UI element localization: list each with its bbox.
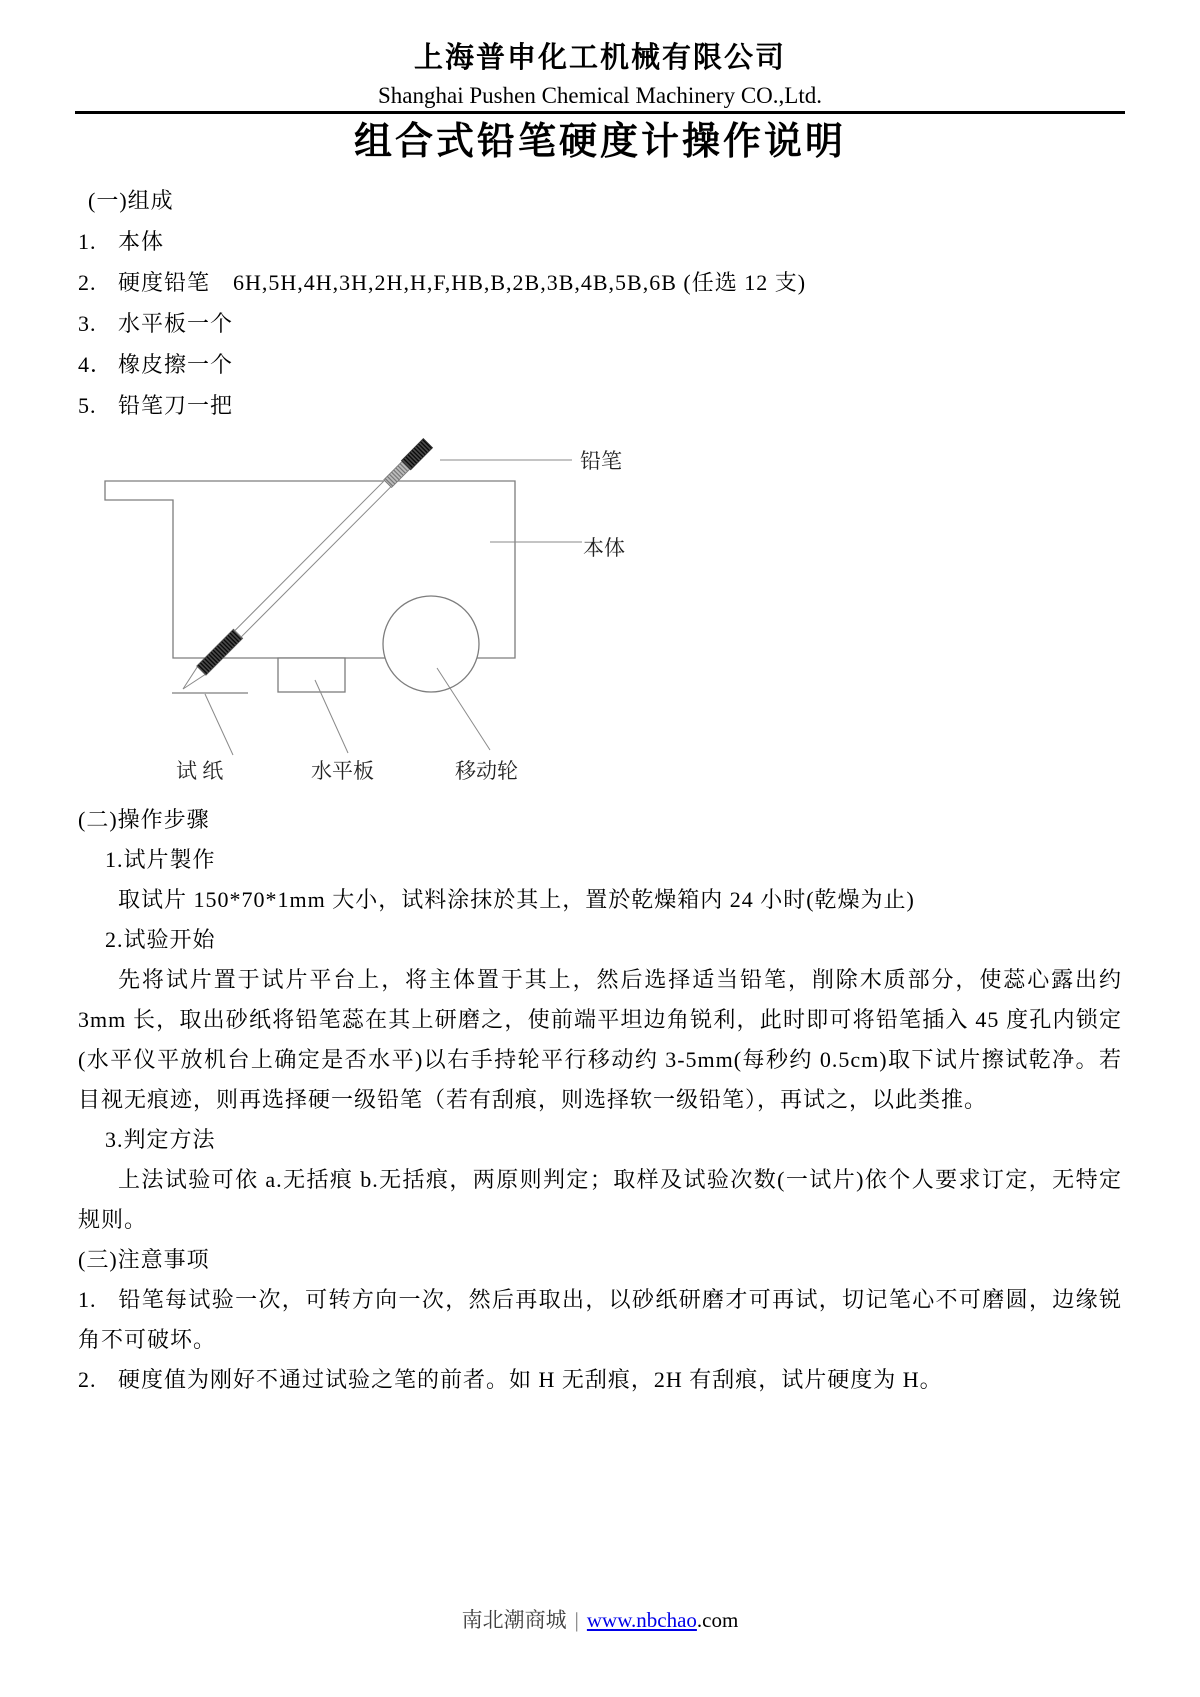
company-name-cn: 上海普申化工机械有限公司 — [413, 42, 786, 74]
list-item — [78, 221, 1122, 262]
sections-operation-and-notes — [78, 800, 1122, 1400]
subsection-title: 3.判定方法 — [105, 1127, 216, 1152]
list-text: 铅笔每试验一次，可转方向一次，然后再取出，以砂纸研磨才可再试，切记笔心不可磨圆，边缘锐角不可破坏。 — [78, 1287, 1122, 1352]
list-number: 1. — [78, 229, 97, 254]
list-text: 硬度值为刚好不通过试验之笔的前者。如 H 无刮痕，2H 有刮痕，试片硬度为 H。 — [118, 1367, 943, 1392]
list-text: 本体 — [118, 229, 165, 254]
footer-link[interactable]: www.nbchao — [586, 1608, 697, 1632]
list-item — [78, 303, 1122, 344]
level-plate-shape — [278, 658, 345, 692]
list-number: 2. — [78, 1367, 97, 1392]
list-item — [78, 344, 1122, 385]
page-footer — [0, 1605, 1200, 1635]
label-pencil: 铅笔 — [580, 449, 622, 473]
list-number: 4． — [78, 352, 114, 377]
note-item — [78, 1280, 1122, 1360]
subsection-title: 1.试片製作 — [105, 847, 216, 872]
leader-test-paper — [205, 694, 233, 755]
subsection-body: 取试片 150*70*1mm 大小，试料涂抹於其上，置於乾燥箱内 24 小时(乾燥为止) — [118, 887, 915, 912]
list-text: 橡皮擦一个 — [118, 352, 234, 377]
subsection-body: 先将试片置于试片平台上，将主体置于其上，然后选择适当铅笔，削除木质部分，使蕊心露出约 3mm 长，取出砂纸将铅笔蕊在其上研磨之，使前端平坦边角锐利，此时即可将铅笔插入 45 度孔内锁定(水平仪平放机台上确定是否水平)以右手持轮平行移动约 3-5mm(每秒约 0.5cm)取下试片擦试乾净。若目视无痕迹，则再选择硬一级铅笔（若有刮痕，则选择软一级铅笔），再试之，以此类推。 — [78, 967, 1122, 1112]
leader-moving-wheel — [437, 668, 490, 750]
list-number: 3. — [78, 311, 97, 336]
subsection-title: 2.试验开始 — [105, 927, 216, 952]
section-composition — [78, 180, 1122, 426]
list-text: 铅笔刀一把 — [118, 393, 234, 418]
list-text: 硬度铅笔 6H,5H,4H,3H,2H,H,F,HB,B,2B,3B,4B,5B,6B (任选 12 支) — [118, 270, 807, 295]
list-number: 1. — [78, 1287, 97, 1312]
header-divider — [75, 111, 1125, 114]
page-title: 组合式铅笔硬度计操作说明 — [353, 121, 846, 163]
label-level-plate: 水平板 — [311, 759, 374, 783]
section-heading: (三)注意事项 — [78, 1247, 210, 1272]
moving-wheel-shape — [383, 596, 479, 692]
list-number: 2. — [78, 270, 97, 295]
section-heading: (二)操作步骤 — [78, 807, 210, 832]
footer-link-suffix: .com — [696, 1608, 739, 1632]
label-test-paper: 试 纸 — [176, 759, 224, 783]
footer-separator: | — [574, 1608, 579, 1632]
device-schematic — [90, 410, 650, 790]
label-moving-wheel: 移动轮 — [455, 759, 518, 783]
list-number: 5. — [78, 393, 97, 418]
footer-site-name: 南北潮商城 — [461, 1608, 567, 1632]
note-item — [78, 1360, 1122, 1400]
list-item — [78, 262, 1122, 303]
list-text: 水平板一个 — [118, 311, 234, 336]
subsection-body: 上法试验可依 a.无括痕 b.无括痕，两原则判定；取样及试验次数(一试片)依个人要求订定，无特定规则。 — [78, 1167, 1122, 1232]
label-body: 本体 — [583, 536, 625, 560]
section-heading: (一)组成 — [88, 188, 174, 213]
company-name-en: Shanghai Pushen Chemical Machinery CO.,Ltd. — [378, 83, 822, 108]
